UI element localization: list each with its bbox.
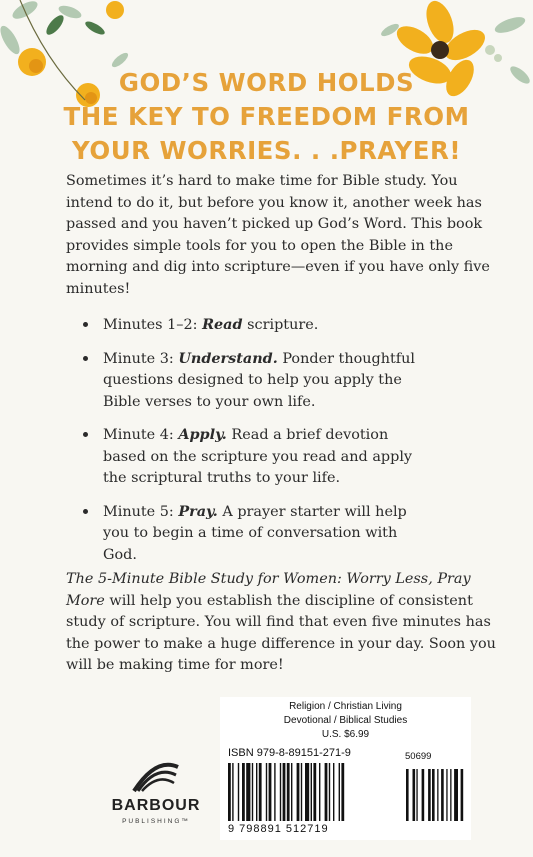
isbn-digits: 9 798891 512719 [228, 823, 329, 835]
barcode-addon-bar [461, 769, 464, 821]
minute-list [103, 314, 433, 577]
item-emphasis: Apply. [178, 426, 227, 443]
barcode-bar [246, 763, 250, 821]
barcode-addon-bar [450, 769, 451, 821]
item-prefix: Minute 3: [103, 350, 179, 367]
category-line-2: Devotional / Biblical Studies [283, 715, 408, 726]
barcode-addon-bar [413, 769, 416, 821]
isbn-label: ISBN 979-8-89151-271-9 [228, 747, 351, 759]
barcode-bar [238, 763, 239, 821]
list-item [103, 424, 433, 490]
barcode-addon-bar [437, 769, 438, 821]
barcode-addon-bar [422, 769, 425, 821]
barcode-addon-bar [454, 769, 458, 821]
barcode-addon-bar [441, 769, 444, 821]
barcode-bar [274, 763, 275, 821]
headline-line-3: YOUR WORRIES. . .PRAYER! [72, 136, 461, 165]
barcode-block [220, 697, 471, 840]
barcode-bar [266, 763, 267, 821]
closing-text: will help you establish the discipline of consistent study of scripture. You will find that even five minutes has the power to make a huge difference in your day. Soon you will be making time for more! [66, 592, 496, 673]
barcode-bar [232, 763, 233, 821]
barcode-addon-bar [406, 769, 409, 821]
barcode-bar [333, 763, 334, 821]
barcode-bar [287, 763, 290, 821]
item-emphasis: Pray. [178, 502, 218, 520]
barcode-bar [269, 763, 272, 821]
barcode-bar [297, 763, 300, 821]
item-text: A prayer starter will help you to begin a time of conversation with God. [103, 503, 407, 563]
barcode-bar [256, 763, 257, 821]
item-text: Ponder thoughtful questions designed to help you apply the Bible verses to your own life. [103, 350, 415, 410]
item-prefix: Minute 5: [103, 503, 179, 520]
barcode-bar [329, 763, 330, 821]
closing-paragraph [66, 569, 496, 677]
item-prefix: Minutes 1–2: [103, 317, 203, 333]
barcode-addon-bar [432, 769, 435, 821]
headline-line-1: GOD’S WORD HOLDS [118, 68, 415, 97]
item-emphasis: Understand. [178, 349, 278, 367]
item-emphasis: Read [202, 316, 243, 333]
barcode-bar [339, 763, 340, 821]
publisher-sub: PUBLISHING™ [122, 818, 190, 825]
barcode-icon [228, 763, 464, 825]
barcode-bar [228, 763, 231, 821]
price: U.S. $6.99 [321, 729, 370, 740]
barcode-bar [305, 763, 309, 821]
barcode-bar [242, 763, 245, 821]
barcode-bar [291, 763, 292, 821]
barcode-bar [341, 763, 344, 821]
barcode-bar [280, 763, 281, 821]
barcode-bar [301, 763, 302, 821]
headline-line-2: THE KEY TO FREEDOM FROM [63, 102, 470, 131]
barcode-bar [283, 763, 286, 821]
barcode-bar [313, 763, 316, 821]
item-text: Read a brief devotion based on the scripture you read and apply the scriptural truths to your life. [103, 427, 413, 486]
category-line-1: Religion / Christian Living [289, 701, 402, 712]
barcode-addon-bar [446, 769, 447, 821]
publisher-logo-icon [130, 755, 182, 795]
list-item [103, 501, 433, 567]
list-item [103, 314, 433, 337]
barcode-addon-bar [416, 769, 417, 821]
barcode-bar [311, 763, 312, 821]
barcode-bar [259, 763, 262, 821]
item-text: scripture. [242, 317, 319, 333]
list-item [103, 348, 433, 414]
barcode-bar [325, 763, 328, 821]
barcode-bar [252, 763, 253, 821]
barcode-addon-bar [428, 769, 431, 821]
headline [0, 66, 533, 168]
book-title: The 5-Minute Bible Study for Women: Worry Less, Pray More [66, 571, 471, 609]
item-prefix: Minute 4: [103, 427, 179, 443]
publisher-name: BARBOUR [111, 797, 201, 814]
intro-paragraph: Sometimes it’s hard to make time for Bible study. You intend to do it, but before you know it, another week has passed and you haven’t picked up God’s Word. This book provides simple tools for you to open the Bible in the morning and dig into scripture—even if you have only five minutes! [66, 173, 490, 297]
addon-code: 50699 [405, 751, 432, 762]
barcode-bar [319, 763, 320, 821]
